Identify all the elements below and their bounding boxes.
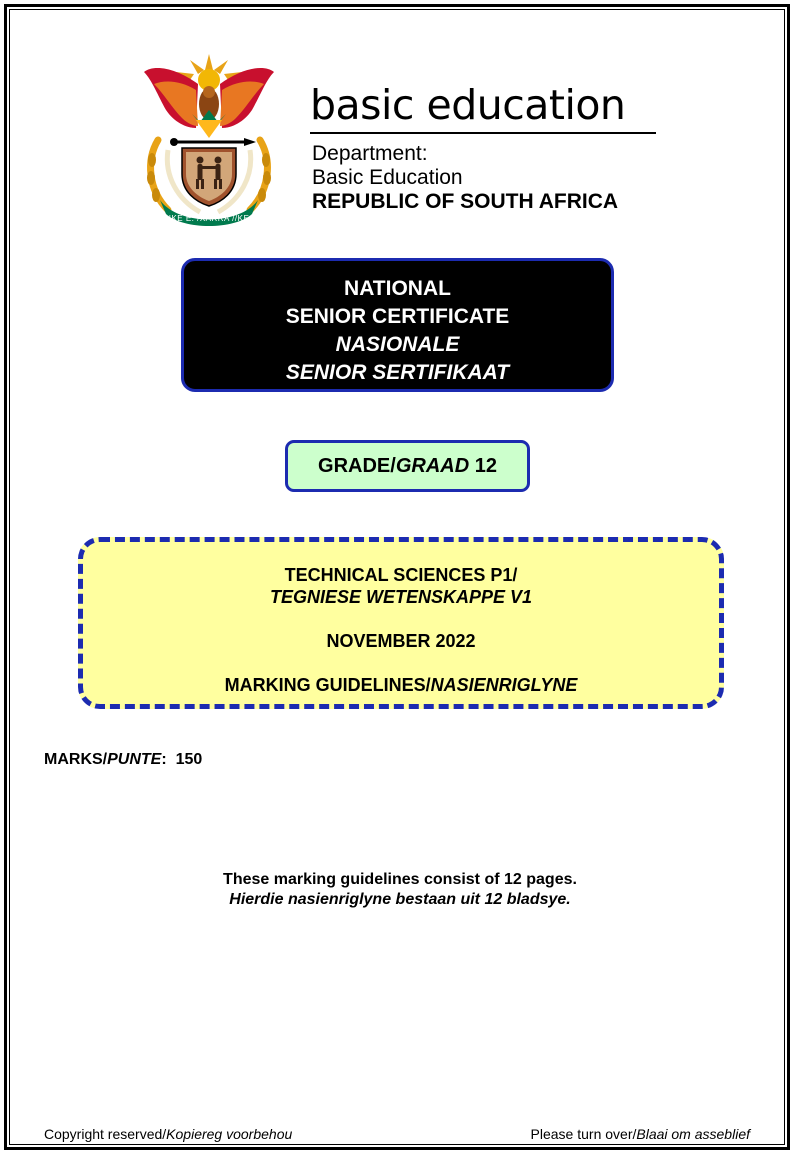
copyright-en: Copyright reserved/ [44,1126,167,1142]
doc-type-af: NASIENRIGLYNE [430,675,578,695]
subject-title-af: TEGNIESE WETENSKAPPE V1 [269,587,533,607]
marks-colon: : [161,751,167,768]
subject-panel [78,537,724,709]
document-type [83,674,719,696]
turn-over-en: Please turn over/ [530,1126,637,1142]
dept-line-3: REPUBLIC OF SOUTH AFRICA [312,190,619,213]
footer-copyright [44,1125,292,1143]
grade-label-af: GRAAD [395,455,470,477]
turn-over-af: Blaai om asseblief [636,1126,750,1142]
dept-line-1: Department: [312,142,428,165]
page-count-note [0,870,800,910]
marks-value: 150 [175,751,203,768]
brand-title: basic education [310,82,656,134]
grade-badge [285,440,530,492]
crest-motto: !KE E: /XARRA //KE [168,214,250,223]
dept-line-2: Basic Education [312,166,463,189]
marks-total [44,750,202,770]
grade-number: 12 [469,455,497,477]
certificate-line-2: SENIOR CERTIFICATE [285,305,510,328]
brand-block [310,82,660,214]
copyright-af: Kopiereg voorbehou [166,1126,293,1142]
certificate-banner [181,258,614,392]
grade-label-en: GRADE/ [318,455,396,477]
certificate-line-4: SENIOR SERTIFIKAAT [285,361,510,384]
exam-session: NOVEMBER 2022 [326,631,476,651]
page-count-af: Hierdie nasienriglyne bestaan uit 12 bladsye. [229,891,571,908]
marks-label-af: PUNTE [107,751,162,768]
doc-type-en: MARKING GUIDELINES/ [224,675,431,695]
certificate-line-1: NATIONAL [344,277,451,300]
coat-of-arms-logo [138,50,280,228]
page-count-en: These marking guidelines consist of 12 pages. [223,871,577,888]
certificate-line-3: NASIONALE [335,333,460,356]
marks-label-en: MARKS/ [44,751,108,768]
subject-title-en: TECHNICAL SCIENCES P1/ [284,565,518,585]
footer-turn-over [531,1125,750,1143]
